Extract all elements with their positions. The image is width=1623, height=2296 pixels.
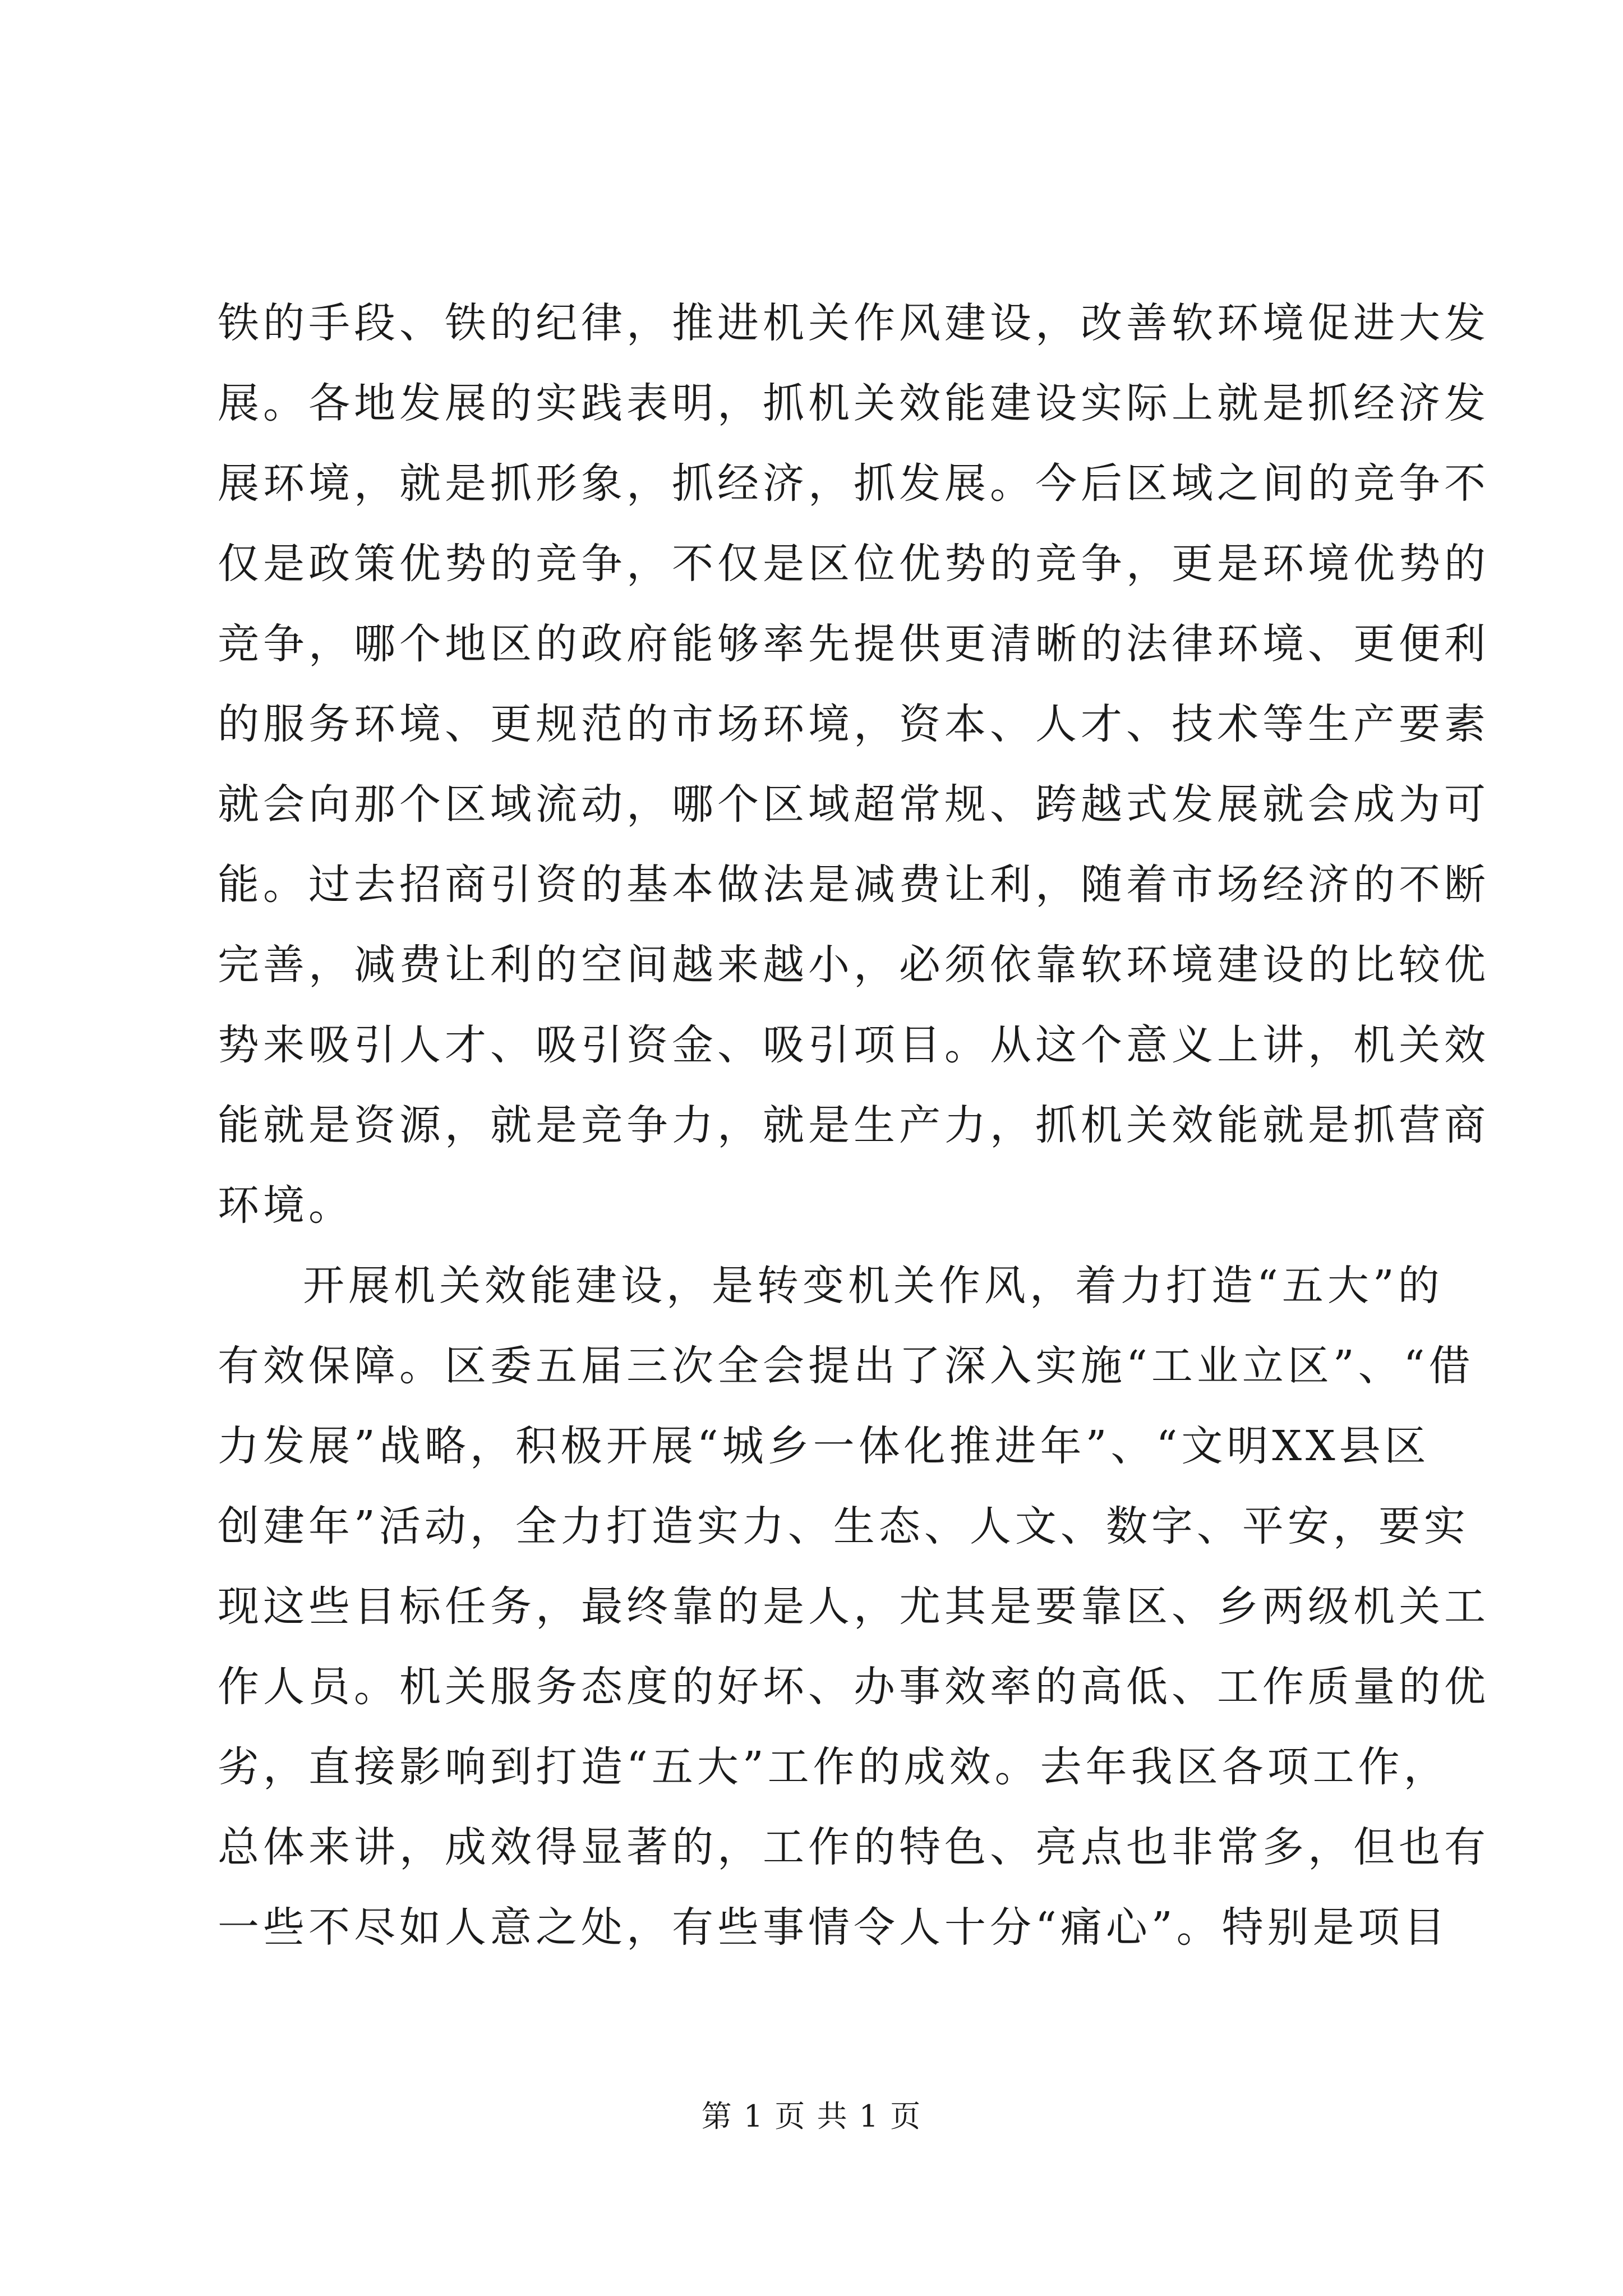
body-text bbox=[218, 283, 1490, 1968]
text-line: 完善，减费让利的空间越来越小，必须依靠软环境建设的比较优 bbox=[218, 941, 1490, 989]
text-line: 铁的手段、铁的纪律，推进机关作风建设，改善软环境促进大发 bbox=[218, 299, 1490, 347]
text-line: 总体来讲，成效得显著的，工作的特色、亮点也非常多，但也有 bbox=[218, 1823, 1490, 1871]
text-line: 能就是资源，就是竞争力，就是生产力，抓机关效能就是抓营商 bbox=[218, 1101, 1490, 1149]
page-number-footer: 第 1 页 共 1 页 bbox=[701, 2099, 922, 2134]
text-line: 仅是政策优势的竞争，不仅是区位优势的竞争，更是环境优势的 bbox=[218, 540, 1490, 588]
text-line: 有效保障。区委五届三次全会提出了深入实施“工业立区”、“借 bbox=[218, 1342, 1474, 1390]
text-line: 竞争，哪个地区的政府能够率先提供更清晰的法律环境、更便利 bbox=[218, 620, 1490, 668]
text-line: 就会向那个区域流动，哪个区域超常规、跨越式发展就会成为可 bbox=[218, 780, 1490, 829]
text-line: 展环境，就是抓形象，抓经济，抓发展。今后区域之间的竞争不 bbox=[218, 459, 1490, 508]
text-line: 能。过去招商引资的基本做法是减费让利，随着市场经济的不断 bbox=[218, 861, 1490, 909]
text-line: 现这些目标任务，最终靠的是人，尤其是要靠区、乡两级机关工 bbox=[218, 1582, 1490, 1631]
text-line: 创建年”活动，全力打造实力、生态、人文、数字、平安，要实 bbox=[218, 1502, 1469, 1550]
text-line: 势来吸引人才、吸引资金、吸引项目。从这个意义上讲，机关效 bbox=[218, 1021, 1490, 1069]
paragraph-first-line: 开展机关效能建设，是转变机关作风，着力打造“五大”的 bbox=[303, 1262, 1444, 1310]
text-line: 一些不尽如人意之处，有些事情令人十分“痛心”。特别是项目 bbox=[218, 1903, 1449, 1952]
text-line: 的服务环境、更规范的市场环境，资本、人才、技术等生产要素 bbox=[218, 700, 1490, 748]
text-line: 作人员。机关服务态度的好坏、办事效率的高低、工作质量的优 bbox=[218, 1663, 1490, 1711]
text-line: 展。各地发展的实践表明，抓机关效能建设实际上就是抓经济发 bbox=[218, 379, 1490, 427]
text-line: 力发展”战略，积极开展“城乡一体化推进年”、“文明XX县区 bbox=[218, 1422, 1430, 1470]
text-line: 环境。 bbox=[218, 1181, 354, 1230]
text-line: 劣，直接影响到打造“五大”工作的成效。去年我区各项工作， bbox=[218, 1743, 1449, 1791]
